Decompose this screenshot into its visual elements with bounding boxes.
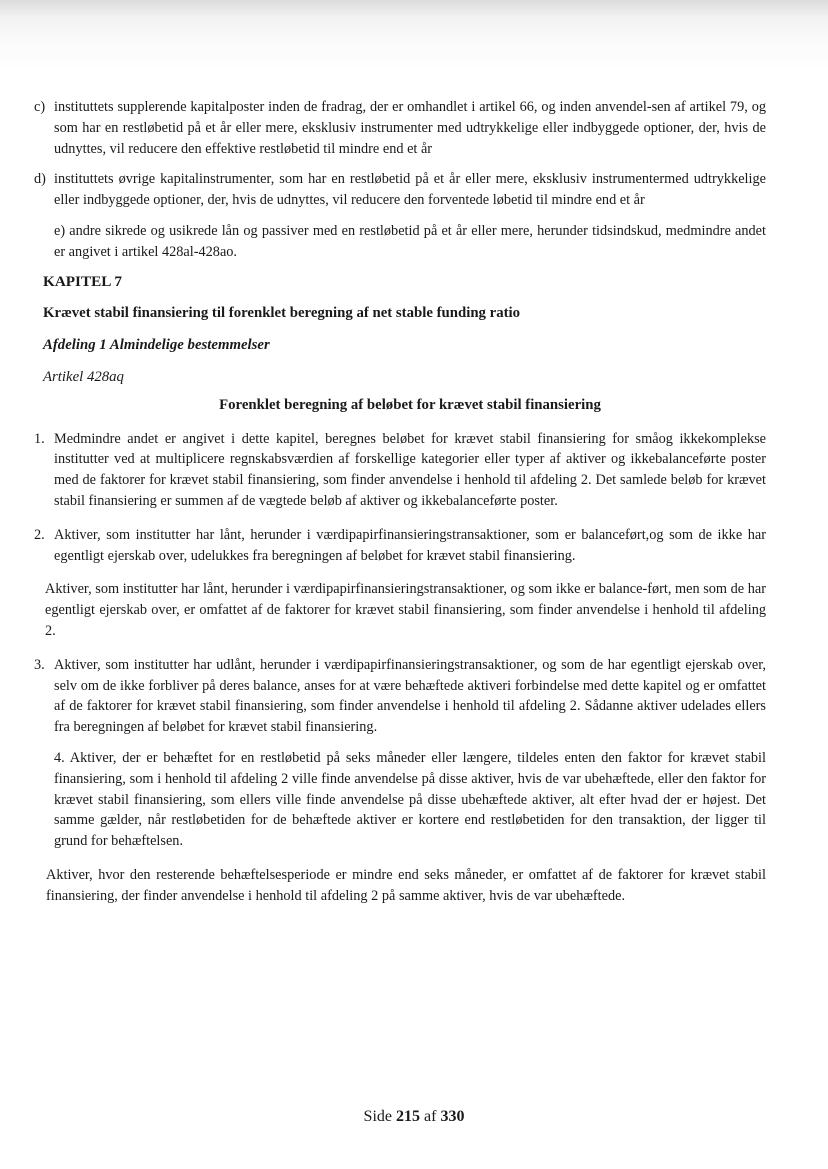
list-item-d (34, 169, 766, 211)
footer-total-pages: 330 (440, 1108, 465, 1125)
footer-prefix: Side (363, 1108, 392, 1125)
list-label: d) (34, 171, 46, 188)
paragraph-text: Aktiver, som institutter har lånt, herunder i værdipapirfinansieringstransaktioner, som er balanceført,og som de ikke har egentligt ejerskab over, udelukkes fra beregningen af beløbet for krævet stabil finansiering. (54, 526, 766, 564)
footer-page-number: 215 (396, 1108, 420, 1125)
chapter-title: Krævet stabil finansiering til forenklet beregning af net stable funding ratio (43, 305, 521, 322)
section-heading: Afdeling 1 Almindelige bestemmelser (43, 337, 270, 354)
list-item-e: e) andre sikrede og usikrede lån og passiver med en restløbetid på et år eller mere, herunder tidsindskud, medmindre andet er angivet i artikel 428al-428ao. (54, 222, 766, 260)
paragraph-1 (34, 429, 766, 512)
list-text: instituttets øvrige kapitalinstrumenter, som har en restløbetid på et år eller mere, eksklusiv instrumentermed udtrykkelige eller indbyggede optioner, der, hvis de udnyttes, vil reducere den forventede løbetid til mindre end et år (54, 171, 766, 209)
chapter-heading: KAPITEL 7 (43, 272, 122, 290)
article-title: Forenklet beregning af beløbet for krævet stabil finansiering (219, 396, 601, 413)
footer-middle: af (424, 1108, 437, 1125)
list-item-c (34, 97, 766, 159)
document-body (34, 97, 766, 907)
paragraph-text: Medmindre andet er angivet i dette kapitel, beregnes beløbet for krævet stabil finansiering for småog ikkekomplekse institutter ved at multiplicere regnskabsværdien af forskellige kategorier eller typer af aktiver og ikkebalanceførte poster med de faktorer for krævet stabil finansiering, som finder anvendelse i henhold til afdeling 2. Det samlede beløb for krævet stabil finansiering er summen af de vægtede beløb af aktiver og ikkebalanceførte poster. (54, 430, 766, 509)
paragraph-3 (34, 655, 766, 738)
paragraph-number: 2. (34, 526, 45, 543)
paragraph-number: 1. (34, 430, 45, 447)
article-number: Artikel 428aq (43, 368, 124, 385)
paragraph-2-subparagraph: Aktiver, som institutter har lånt, herunder i værdipapirfinansieringstransaktioner, og som ikke er balance-ført, men som de har egentligt ejerskab over, er omfattet af de faktorer for krævet stabil finansiering, som finder anvendelse i henhold til afdeling 2. (45, 581, 766, 639)
list-text: instituttets supplerende kapitalposter inden de fradrag, der er omhandlet i artikel 66, og inden anvendel-sen af artikel 79, og som har en restløbetid på et år eller mere, eksklusiv instrumenter med udtrykkelige eller indbyggede optioner, der, hvis de udnyttes, vil reducere den effektive restløbetid til mindre end et år (54, 99, 766, 157)
list-label: c) (34, 99, 46, 115)
paragraph-2 (34, 525, 766, 567)
paragraph-number: 3. (34, 656, 45, 673)
paragraph-4-subparagraph: Aktiver, hvor den resterende behæftelsesperiode er mindre end seks måneder, er omfattet af de faktorer for krævet stabil finansiering, der finder anvendelse i henhold til afdeling 2 på samme aktiver, hvis de var ubehæftede. (46, 866, 766, 904)
paragraph-4: 4. Aktiver, der er behæftet for en restløbetid på seks måneder eller længere, tildeles enten den faktor for krævet stabil finansiering, som i henhold til afdeling 2 ville finde anvendelse på disse aktiver, hvis de var ubehæftede, eller den faktor for krævet stabil finansiering, som ellers ville finde anvendelse på disse ubehæftede aktiver, alt efter hvad der er højest. Det samme gælder, når restløbetiden for de behæftede aktiver er kortere end restløbetiden for den transaktion, der ligger til grund for behæftelsen. (54, 749, 766, 850)
page-footer (0, 1108, 828, 1126)
paragraph-text: Aktiver, som institutter har udlånt, herunder i værdipapirfinansieringstransaktioner, og som de har egentligt ejerskab over, selv om de ikke forbliver på deres balance, anses for at være behæftede aktiveri forbindelse med dette kapitel og er omfattet af de faktorer for krævet stabil finansiering, som finder anvendelse i henhold til afdeling 2. Sådanne aktiver udelades ellers fra beregningen af beløbet for krævet stabil finansiering. (54, 656, 766, 736)
